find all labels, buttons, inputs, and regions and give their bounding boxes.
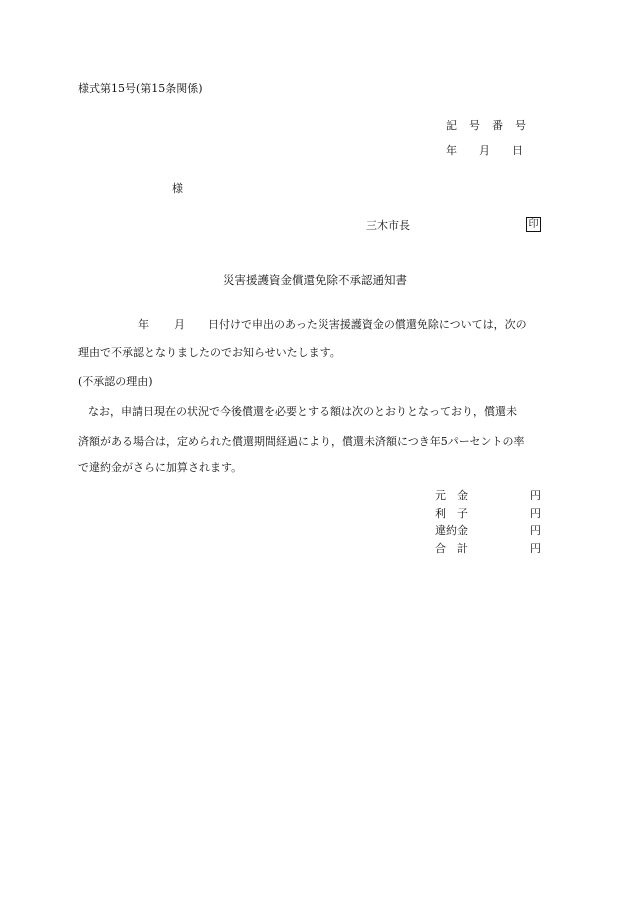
notice-line-1: なお，申請日現在の状況で今後償還を必要とする額は次のとおりとなっており，償還未 (88, 405, 517, 418)
amount-unit: 円 (530, 489, 541, 502)
amount-table (435, 490, 545, 560)
body-line-2: 理由で不承認となりましたのでお知らせいたします。 (78, 346, 341, 359)
line1-rest: 日付けで申出のあった災害援護資金の償還免除については，次の (208, 318, 527, 331)
recipient: 様 (172, 182, 183, 195)
amount-label: 元 金 (435, 489, 468, 502)
date-month: 月 (479, 144, 490, 157)
amount-label: 合 計 (435, 541, 468, 555)
reason-label: (不承認の理由) (78, 375, 153, 388)
form-number: 様式第15号(第15条関係) (78, 82, 203, 95)
reference-char: 号 (515, 119, 526, 132)
amount-unit: 円 (530, 541, 541, 555)
date-day: 日 (512, 144, 523, 157)
sender-name: 三木市長 (366, 219, 410, 232)
notice-line-2: 済額がある場合は，定められた償還期間経過により，償還未済額につき年5パーセントの率 (78, 435, 525, 448)
amount-row-penalty (435, 525, 545, 543)
date-year: 年 (446, 144, 457, 157)
amount-label: 利 子 (435, 506, 468, 520)
line1-month: 月 (174, 318, 185, 331)
issue-date (446, 145, 545, 156)
amount-row-principal (435, 490, 545, 508)
reference-char: 号 (469, 119, 480, 132)
amount-unit: 円 (530, 524, 541, 537)
line1-year: 年 (138, 318, 149, 331)
reference-char: 番 (492, 119, 503, 132)
amount-row-total (435, 543, 545, 561)
notice-line-3: で違約金がさらに加算されます。 (78, 461, 243, 474)
document-title: 災害援護資金償還免除不承認通知書 (223, 273, 407, 287)
amount-label: 違約金 (435, 524, 468, 537)
reference-char: 記 (446, 119, 457, 132)
seal-mark: 印 (526, 217, 541, 232)
amount-row-interest (435, 508, 545, 526)
amount-unit: 円 (530, 506, 541, 520)
reference-number (446, 120, 538, 131)
